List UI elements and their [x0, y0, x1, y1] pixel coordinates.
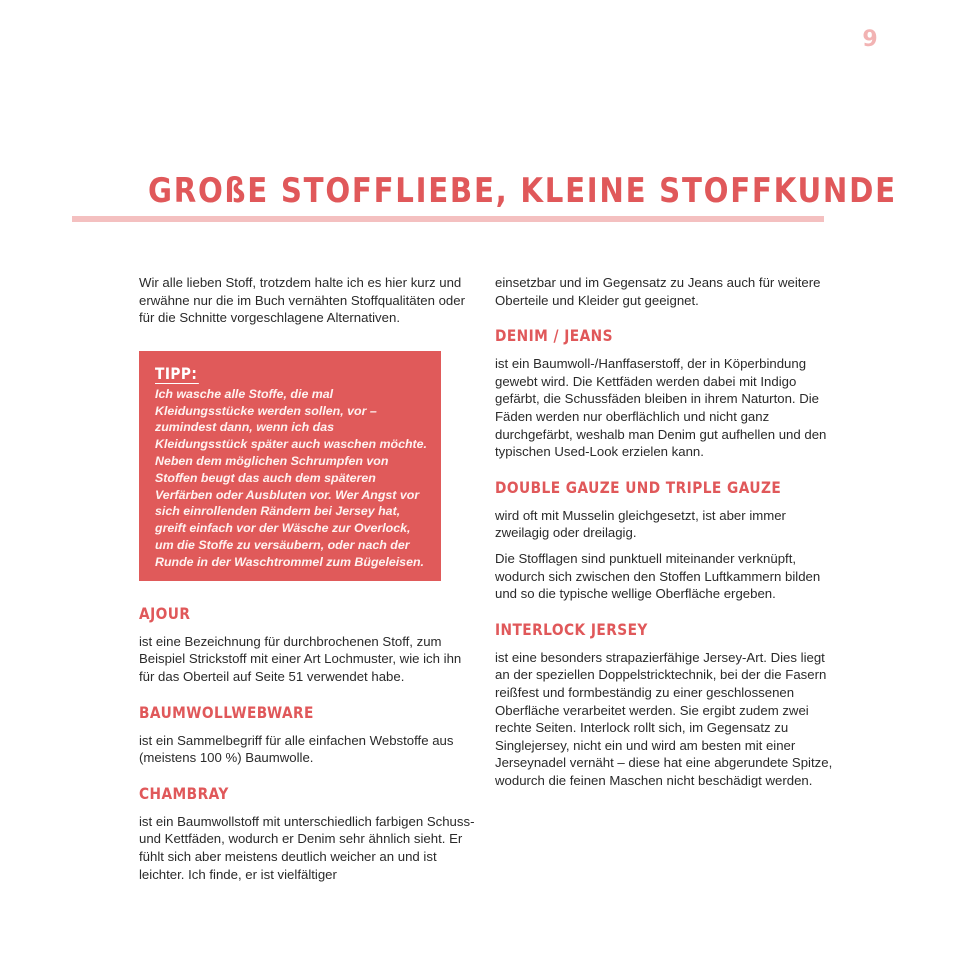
term-definition: ist ein Baumwoll-/Hanffaserstoff, der in Köperbindung gewebt wird. Die Kettfäden werden dabei mit Indigo gefärbt, die Schussfäden bleiben in ihrem Naturton. Die Fäden werden nur oberflächlich und nicht ganz durchgefärbt, weshalb man Denim gut aufhellen und den typischen Used-Look erzielen kann.	[495, 356, 827, 460]
tip-title: TIPP:	[155, 363, 198, 383]
term-definition: ist eine Bezeichnung für durchbrochenen Stoff, zum Beispiel Strickstoff mit einer Art Lochmuster, wie ich ihn für das Oberteil auf Seite 51 verwendet habe.	[139, 633, 462, 684]
term-heading-chambray: CHAMBRAY	[139, 783, 229, 803]
title-block	[72, 168, 897, 222]
term-definition: wird oft mit Musselin gleichgesetzt, ist aber immer zweilagig oder dreilagig.	[495, 507, 786, 541]
left-column	[139, 274, 477, 891]
term-heading-baumwollwebware: BAUMWOLLWEBWARE	[139, 702, 314, 722]
term-heading-denim: DENIM / JEANS	[495, 326, 613, 346]
term-heading-ajour: AJOUR	[139, 603, 191, 623]
term-definition: ist ein Sammelbegriff für alle einfachen Webstoffe aus (meistens 100 %) Baumwolle.	[139, 732, 454, 766]
tip-box	[139, 351, 441, 581]
term-heading-interlock: INTERLOCK JERSEY	[495, 619, 648, 639]
term-heading-double-gauze: DOUBLE GAUZE UND TRIPLE GAUZE	[495, 477, 782, 497]
title-underline	[72, 216, 824, 222]
term-definition: ist eine besonders strapazierfähige Jersey-Art. Dies liegt an der speziellen Doppelstricktechnik, bei der die Fasern reißfest und formbeständig zu einer geschlossenen Oberfläche verarbeitet werden. Sie ergibt zudem zwei rechte Seiten. Interlock rollt sich, im Gegensatz zu Singlejersey, nicht ein und wird am besten mit einer Jerseynadel vernäht – diese hat eine abgerundete Spitze, wodurch die feinen Maschen nicht beschädigt werden.	[495, 649, 833, 788]
right-column	[495, 274, 833, 797]
term-definition: Die Stofflagen sind punktuell miteinander verknüpft, wodurch sich zwischen den Stoffen Luftkammern bilden und so die typische wellige Oberfläche ergeben.	[495, 550, 821, 602]
tip-text: Ich wasche alle Stoffe, die mal Kleidungsstücke werden sollen, vor – zumindest dann, wenn ich das Kleidungsstück später auch waschen möchte. Neben dem möglichen Schrumpfen von Stoffen beugt das auch dem späteren Verfärben oder Ausbluten vor. Wer Angst vor sich einrollenden Rändern bei Jersey hat, greift einfach vor der Wäsche zur Overlock, um die Stoffe zu versäubern, oder nach der Runde in der Waschtrommel zum Bügeleisen.	[155, 386, 427, 569]
page-title: GROßE STOFFLIEBE, KLEINE STOFFKUNDE	[148, 171, 897, 211]
page-number: 9	[862, 27, 878, 52]
term-definition: ist ein Baumwollstoff mit unterschiedlich farbigen Schuss- und Kettfäden, wodurch er Denim sehr ähnlich sieht. Er fühlt sich aber meistens deutlich weicher an und ist leichter. Ich finde, er ist vielfältiger	[139, 813, 475, 882]
intro-paragraph: Wir alle lieben Stoff, trotzdem halte ich es hier kurz und erwähne nur die im Buch vernähten Stoffqualitäten oder für die Schnitte vorgeschlagene Alternativen.	[139, 275, 465, 326]
continued-paragraph: einsetzbar und im Gegensatz zu Jeans auch für weitere Oberteile und Kleider gut geeignet.	[495, 275, 821, 308]
